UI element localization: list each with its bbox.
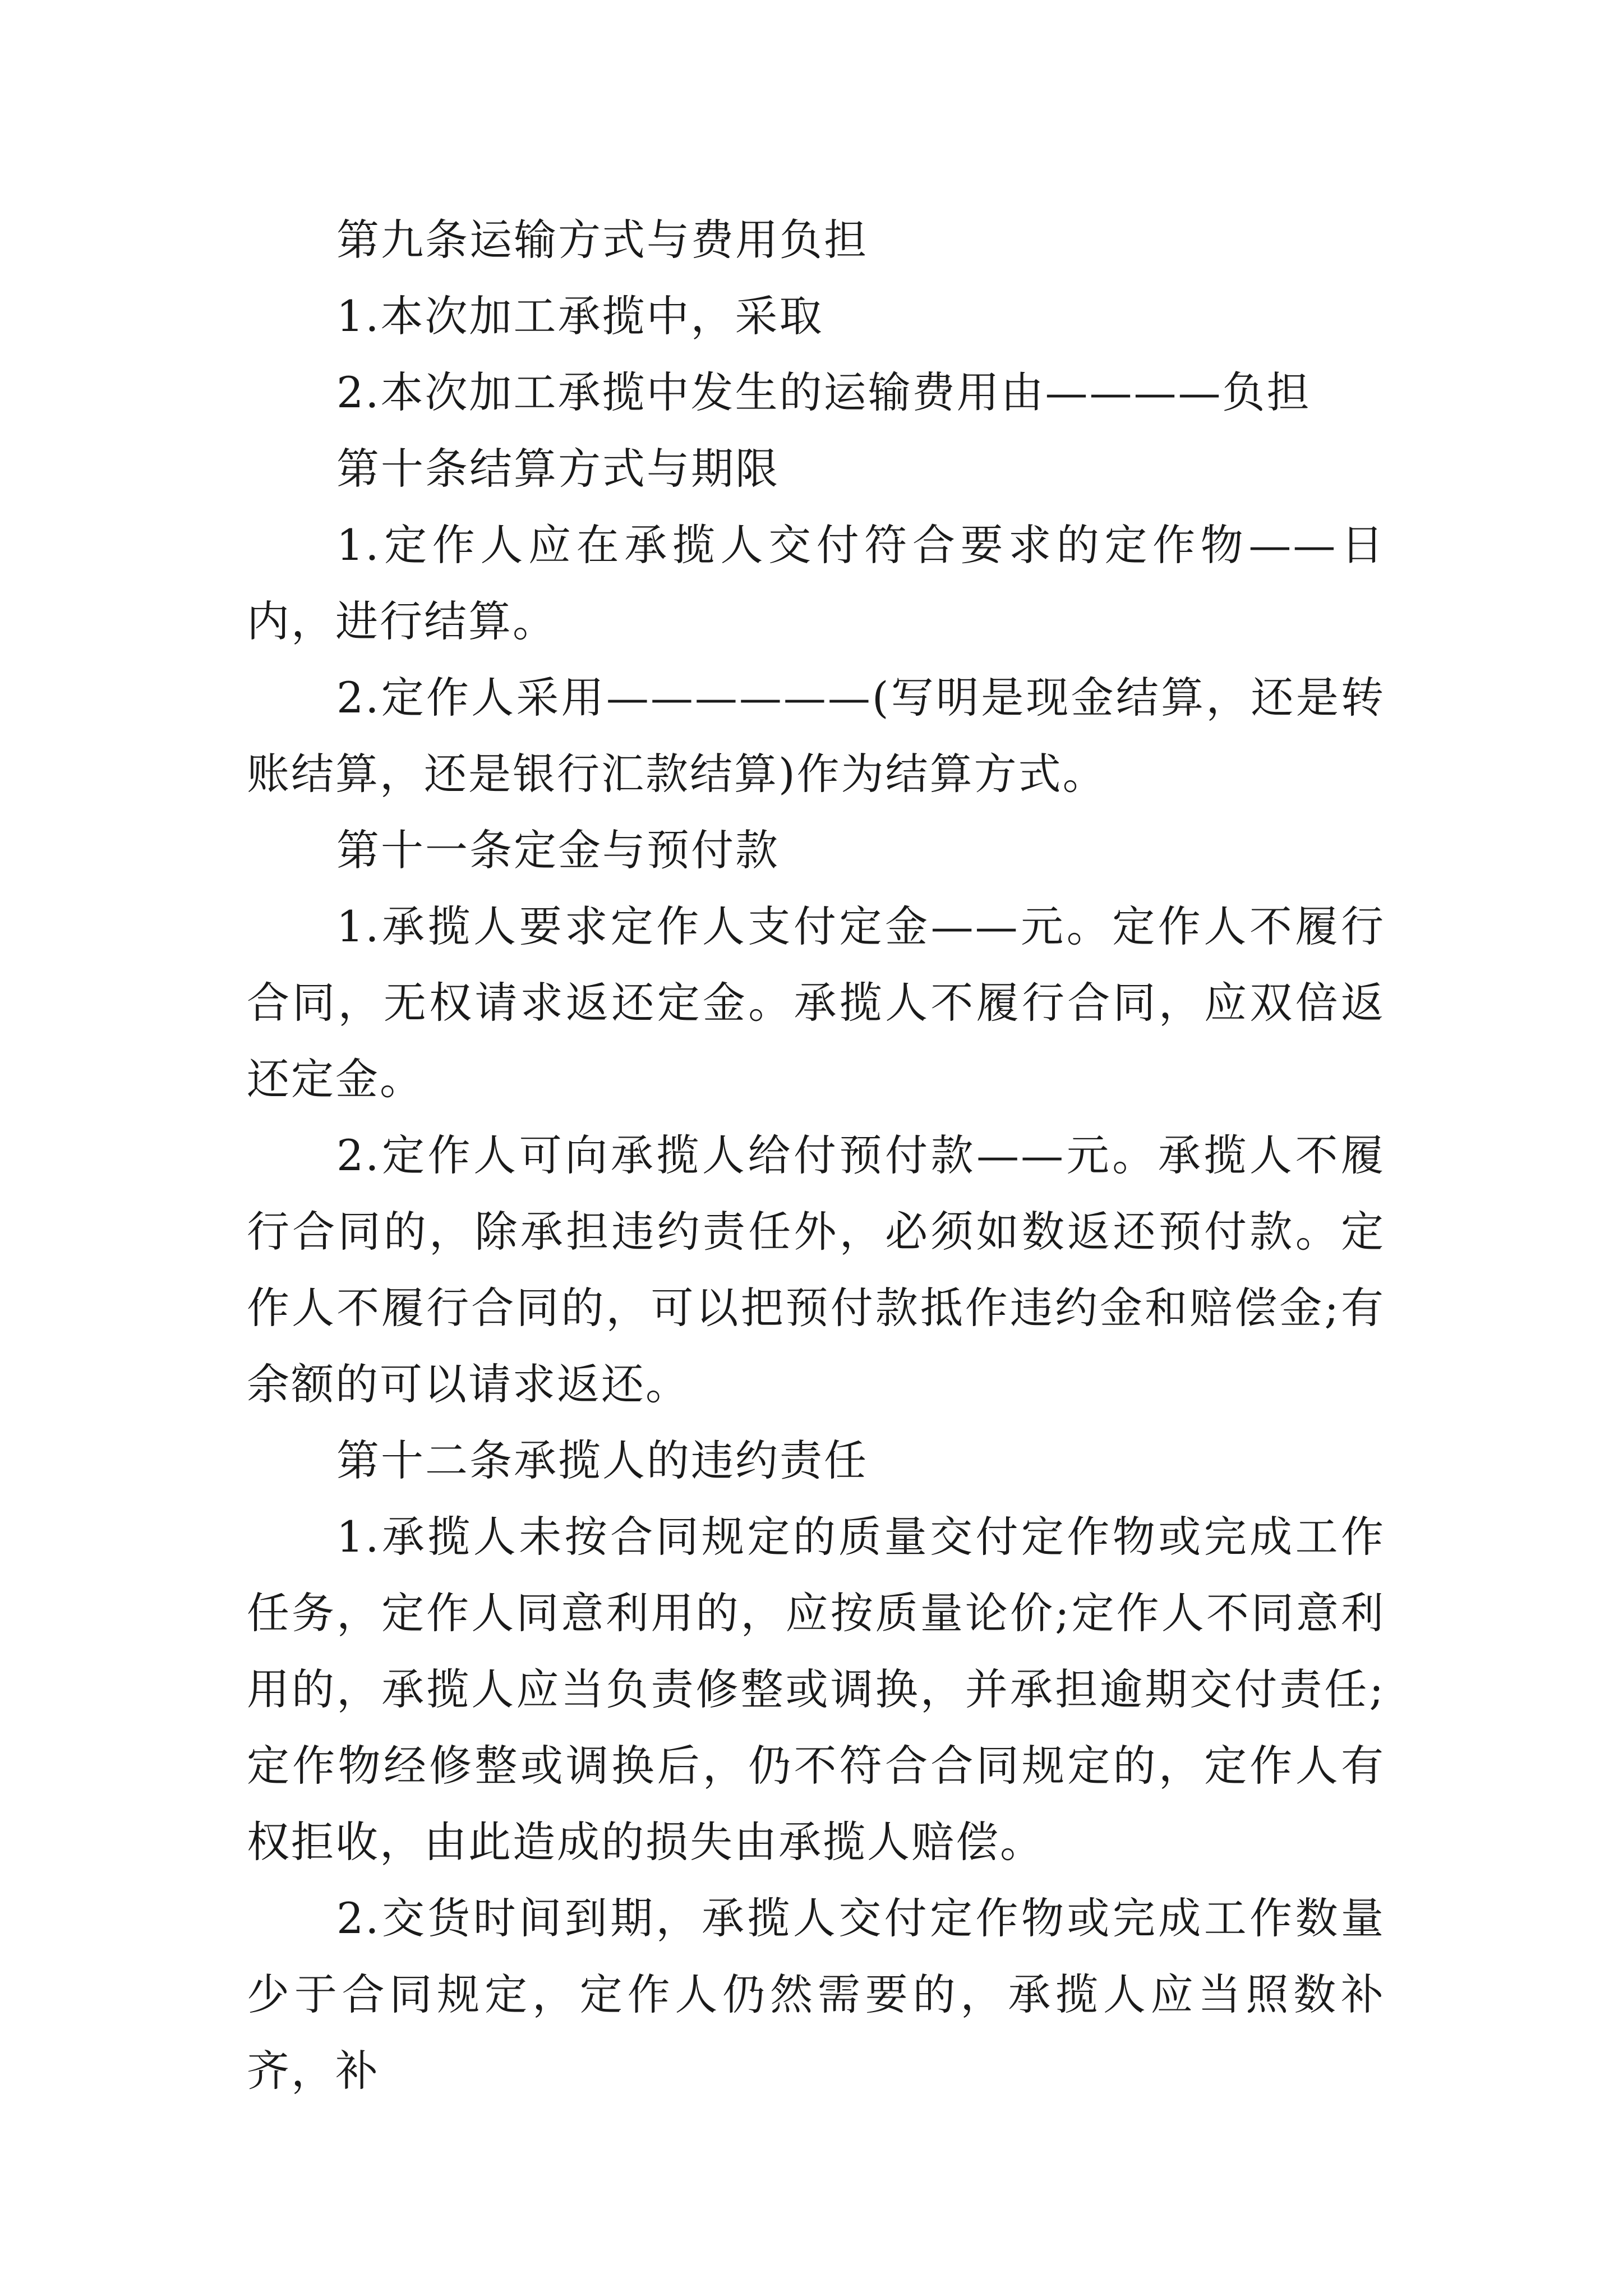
article-12-heading: 第十二条承揽人的违约责任 xyxy=(336,1435,868,1485)
article-12-clause-2: 2.交货时间到期，承揽人交付定作物或完成工作数量少于合同规定，定作人仍然需要的，承揽人应当照数补齐，补 xyxy=(247,1893,1385,2096)
article-10-clause-2: 2.定作人采用——————(写明是现金结算，还是转账结算，还是银行汇款结算)作为结算方式。 xyxy=(247,673,1385,799)
article-11-heading: 第十一条定金与预付款 xyxy=(336,825,780,875)
document-body xyxy=(247,202,1385,2109)
article-10-heading: 第十条结算方式与期限 xyxy=(336,444,780,494)
article-11-clause-1: 1.承揽人要求定作人支付定金——元。定作人不履行合同，无权请求返还定金。承揽人不履行合同，应双倍返还定金。 xyxy=(247,901,1385,1104)
article-11-clause-2: 2.定作人可向承揽人给付预付款——元。承揽人不履行合同的，除承担违约责任外，必须如数返还预付款。定作人不履行合同的，可以把预付款抵作违约金和赔偿金;有余额的可以请求返还。 xyxy=(247,1130,1385,1409)
article-10-clause-1: 1.定作人应在承揽人交付符合要求的定作物——日内，进行结算。 xyxy=(247,520,1385,646)
article-9-heading: 第九条运输方式与费用负担 xyxy=(336,215,868,265)
article-9-clause-1: 1.本次加工承揽中，采取 xyxy=(336,291,824,341)
article-9-clause-2: 2.本次加工承揽中发生的运输费用由————负担 xyxy=(336,367,1311,417)
article-12-clause-1: 1.承揽人未按合同规定的质量交付定作物或完成工作任务，定作人同意利用的，应按质量论价;定作人不同意利用的，承揽人应当负责修整或调换，并承担逾期交付责任;定作物经修整或调换后，仍不符合合同规定的，定作人有权拒收，由此造成的损失由承揽人赔偿。 xyxy=(247,1512,1385,1867)
